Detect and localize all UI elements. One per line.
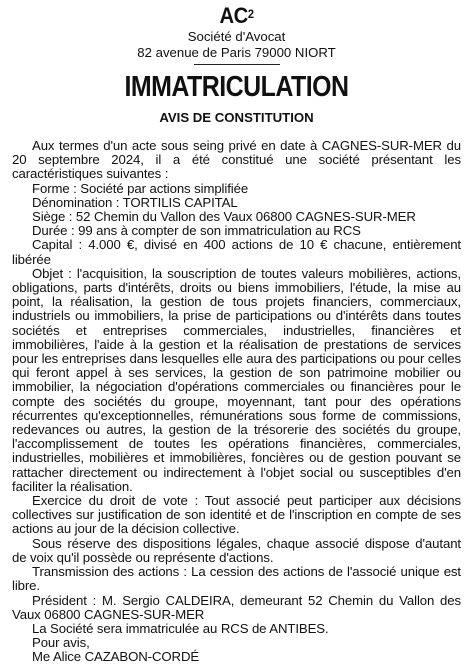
paragraph-intro: Aux termes d'un acte sous seing privé en date à CAGNES-SUR-MER du 20 septembre 2024, il a été constitué une société présentant les caractéristiques suivantes : [12, 138, 461, 182]
paragraph-registration: La Société sera immatriculée au RCS de ANTIBES. [32, 620, 329, 636]
notice-title: IMMATRICULATION [124, 71, 349, 103]
divider-line [194, 64, 280, 65]
paragraph-name: Dénomination : TORTILIS CAPITAL [32, 194, 238, 210]
firm-name: Société d'Avocat [187, 29, 286, 44]
notice-body [12, 139, 461, 665]
notice-subtitle: AVIS DE CONSTITUTION [159, 110, 314, 125]
firm-logo-text: AC [219, 3, 248, 28]
paragraph-voting: Exercice du droit de vote : Tout associé peut participer aux décisions collectives sur justification de son identité et de l'inscription en compte de ses actions au jour de la décision collective. [12, 493, 461, 537]
paragraph-capital: Capital : 4.000 €, divisé en 400 actions de 10 € chacune, entièrement libérée [12, 237, 461, 267]
paragraph-form: Forme : Société par actions simplifiée [32, 180, 249, 196]
firm-address: 82 avenue de Paris 79000 NIORT [137, 44, 336, 60]
paragraph-transfer: Transmission des actions : La cession des actions de l'associé unique est libre. [12, 564, 461, 594]
paragraph-votes: Sous réserve des dispositions légales, chaque associé dispose d'autant de voix qu'il possède ou représente d'actions. [12, 535, 461, 565]
firm-logo [30, 3, 443, 29]
paragraph-president: Président : M. Sergio CALDEIRA, demeurant 52 Chemin du Vallon des Vaux 06800 CAGNES-SUR-MER [12, 592, 461, 622]
firm-logo-superscript: 2 [247, 7, 254, 21]
closing-line: Pour avis, [32, 635, 90, 651]
paragraph-duration: Durée : 99 ans à compter de son immatriculation au RCS [32, 223, 361, 239]
signatory: Me Alice CAZABON-CORDÉ [32, 649, 200, 665]
paragraph-object: Objet : l'acquisition, la souscription de toutes valeurs mobilières, actions, obligations, parts d'intérêts, droits ou biens immobiliers, l'étude, la mise au point, la réalisation, la gestion de tous projets financiers, commerciaux, industriels ou immobiliers, la prise de participations ou d'intérêts dans toutes sociétés et entreprises commerciales, industrielles, financières et immobilières, l'aide à la gestion et la réalisation de prestations de services pour les entreprises dans lesquelles elle aura des participations ou pour celles qui feront appel à ses services, la gestion de son patrimoine mobilier ou immobilier, la négociation d'opérations commerciales ou financières pour le compte des sociétés du groupe, moyennant, tant pour des opérations récurrentes qu'exceptionnelles, rémunérations sous forme de commissions, redevances ou autres, la gestion de la trésorerie des sociétés du groupe, l'accomplissement de toutes les opérations financières, commerciales, industrielles, mobilières et immobilières, foncières ou de gestion pouvant se rattacher directement ou indirectement à l'objet social ou susceptibles d'en faciliter la réalisation. [12, 265, 461, 494]
paragraph-seat: Siège : 52 Chemin du Vallon des Vaux 06800 CAGNES-SUR-MER [32, 209, 416, 225]
